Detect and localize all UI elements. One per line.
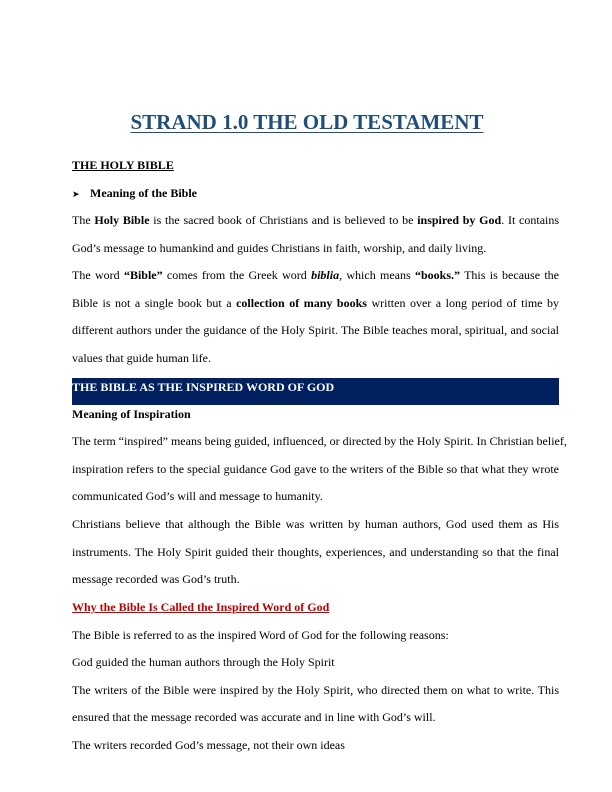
- reason-title: The writers recorded God’s message, not their own ideas: [72, 738, 345, 752]
- bold-term: inspired by God: [417, 213, 502, 227]
- bullet-item-meaning: [72, 186, 559, 202]
- paragraph-line: Christians believe that although the Bible was written by human authors, God used them as His: [72, 517, 559, 531]
- paragraph-line: communicated God’s will and message to humanity.: [72, 489, 323, 503]
- paragraph-line: inspiration refers to the special guidance God gave to the writers of the Bible so that what they wrote: [72, 462, 559, 476]
- reasons-intro: The Bible is referred to as the inspired Word of God for the following reasons:: [72, 628, 449, 642]
- section-heading-holy-bible: THE HOLY BIBLE: [72, 158, 174, 172]
- paragraph-line: ensured that the message recorded was accurate and in line with God’s will.: [72, 710, 436, 724]
- paragraph-line: God’s message to humankind and guides Christians in faith, worship, and daily living.: [72, 241, 487, 255]
- subheading-why-inspired: Why the Bible Is Called the Inspired Word of God: [72, 600, 330, 614]
- paragraph-line: Bible is not a single book but a collection of many books written over a long period of time by: [72, 296, 559, 310]
- bold-italic-term: biblia: [311, 268, 340, 282]
- paragraph-line: The word “Bible” comes from the Greek word biblia, which means “books.” This is because the: [72, 268, 559, 282]
- paragraph-line: The writers of the Bible were inspired by the Holy Spirit, who directed them on what to write. This: [72, 683, 559, 697]
- bullet-label: Meaning of the Bible: [90, 186, 197, 200]
- document-title: STRAND 1.0 THE OLD TESTAMENT: [130, 110, 484, 134]
- paragraph-line: The Holy Bible is the sacred book of Christians and is believed to be inspired by God. It contains: [72, 213, 560, 227]
- bold-term: “Bible”: [123, 268, 163, 282]
- bold-term: “books.”: [414, 268, 461, 282]
- subheading-meaning-of-inspiration: Meaning of Inspiration: [72, 407, 191, 421]
- bold-term: collection of many books: [236, 296, 367, 310]
- paragraph-line: message recorded was God’s truth.: [72, 572, 240, 586]
- paragraph-line: instruments. The Holy Spirit guided their thoughts, experiences, and understanding so that the final: [72, 545, 559, 559]
- bold-term: Holy Bible: [94, 213, 150, 227]
- reason-title: God guided the human authors through the Holy Spirit: [72, 655, 335, 669]
- paragraph-line: values that guide human life.: [72, 351, 211, 365]
- paragraph-line: different authors under the guidance of the Holy Spirit. The Bible teaches moral, spiritual, and social: [72, 323, 559, 337]
- arrow-bullet-icon: ➤: [72, 190, 80, 200]
- section-heading-inspired-word: THE BIBLE AS THE INSPIRED WORD OF GOD: [72, 380, 335, 394]
- paragraph-line: The term “inspired” means being guided, influenced, or directed by the Holy Spirit. In Christian belief,: [72, 434, 567, 448]
